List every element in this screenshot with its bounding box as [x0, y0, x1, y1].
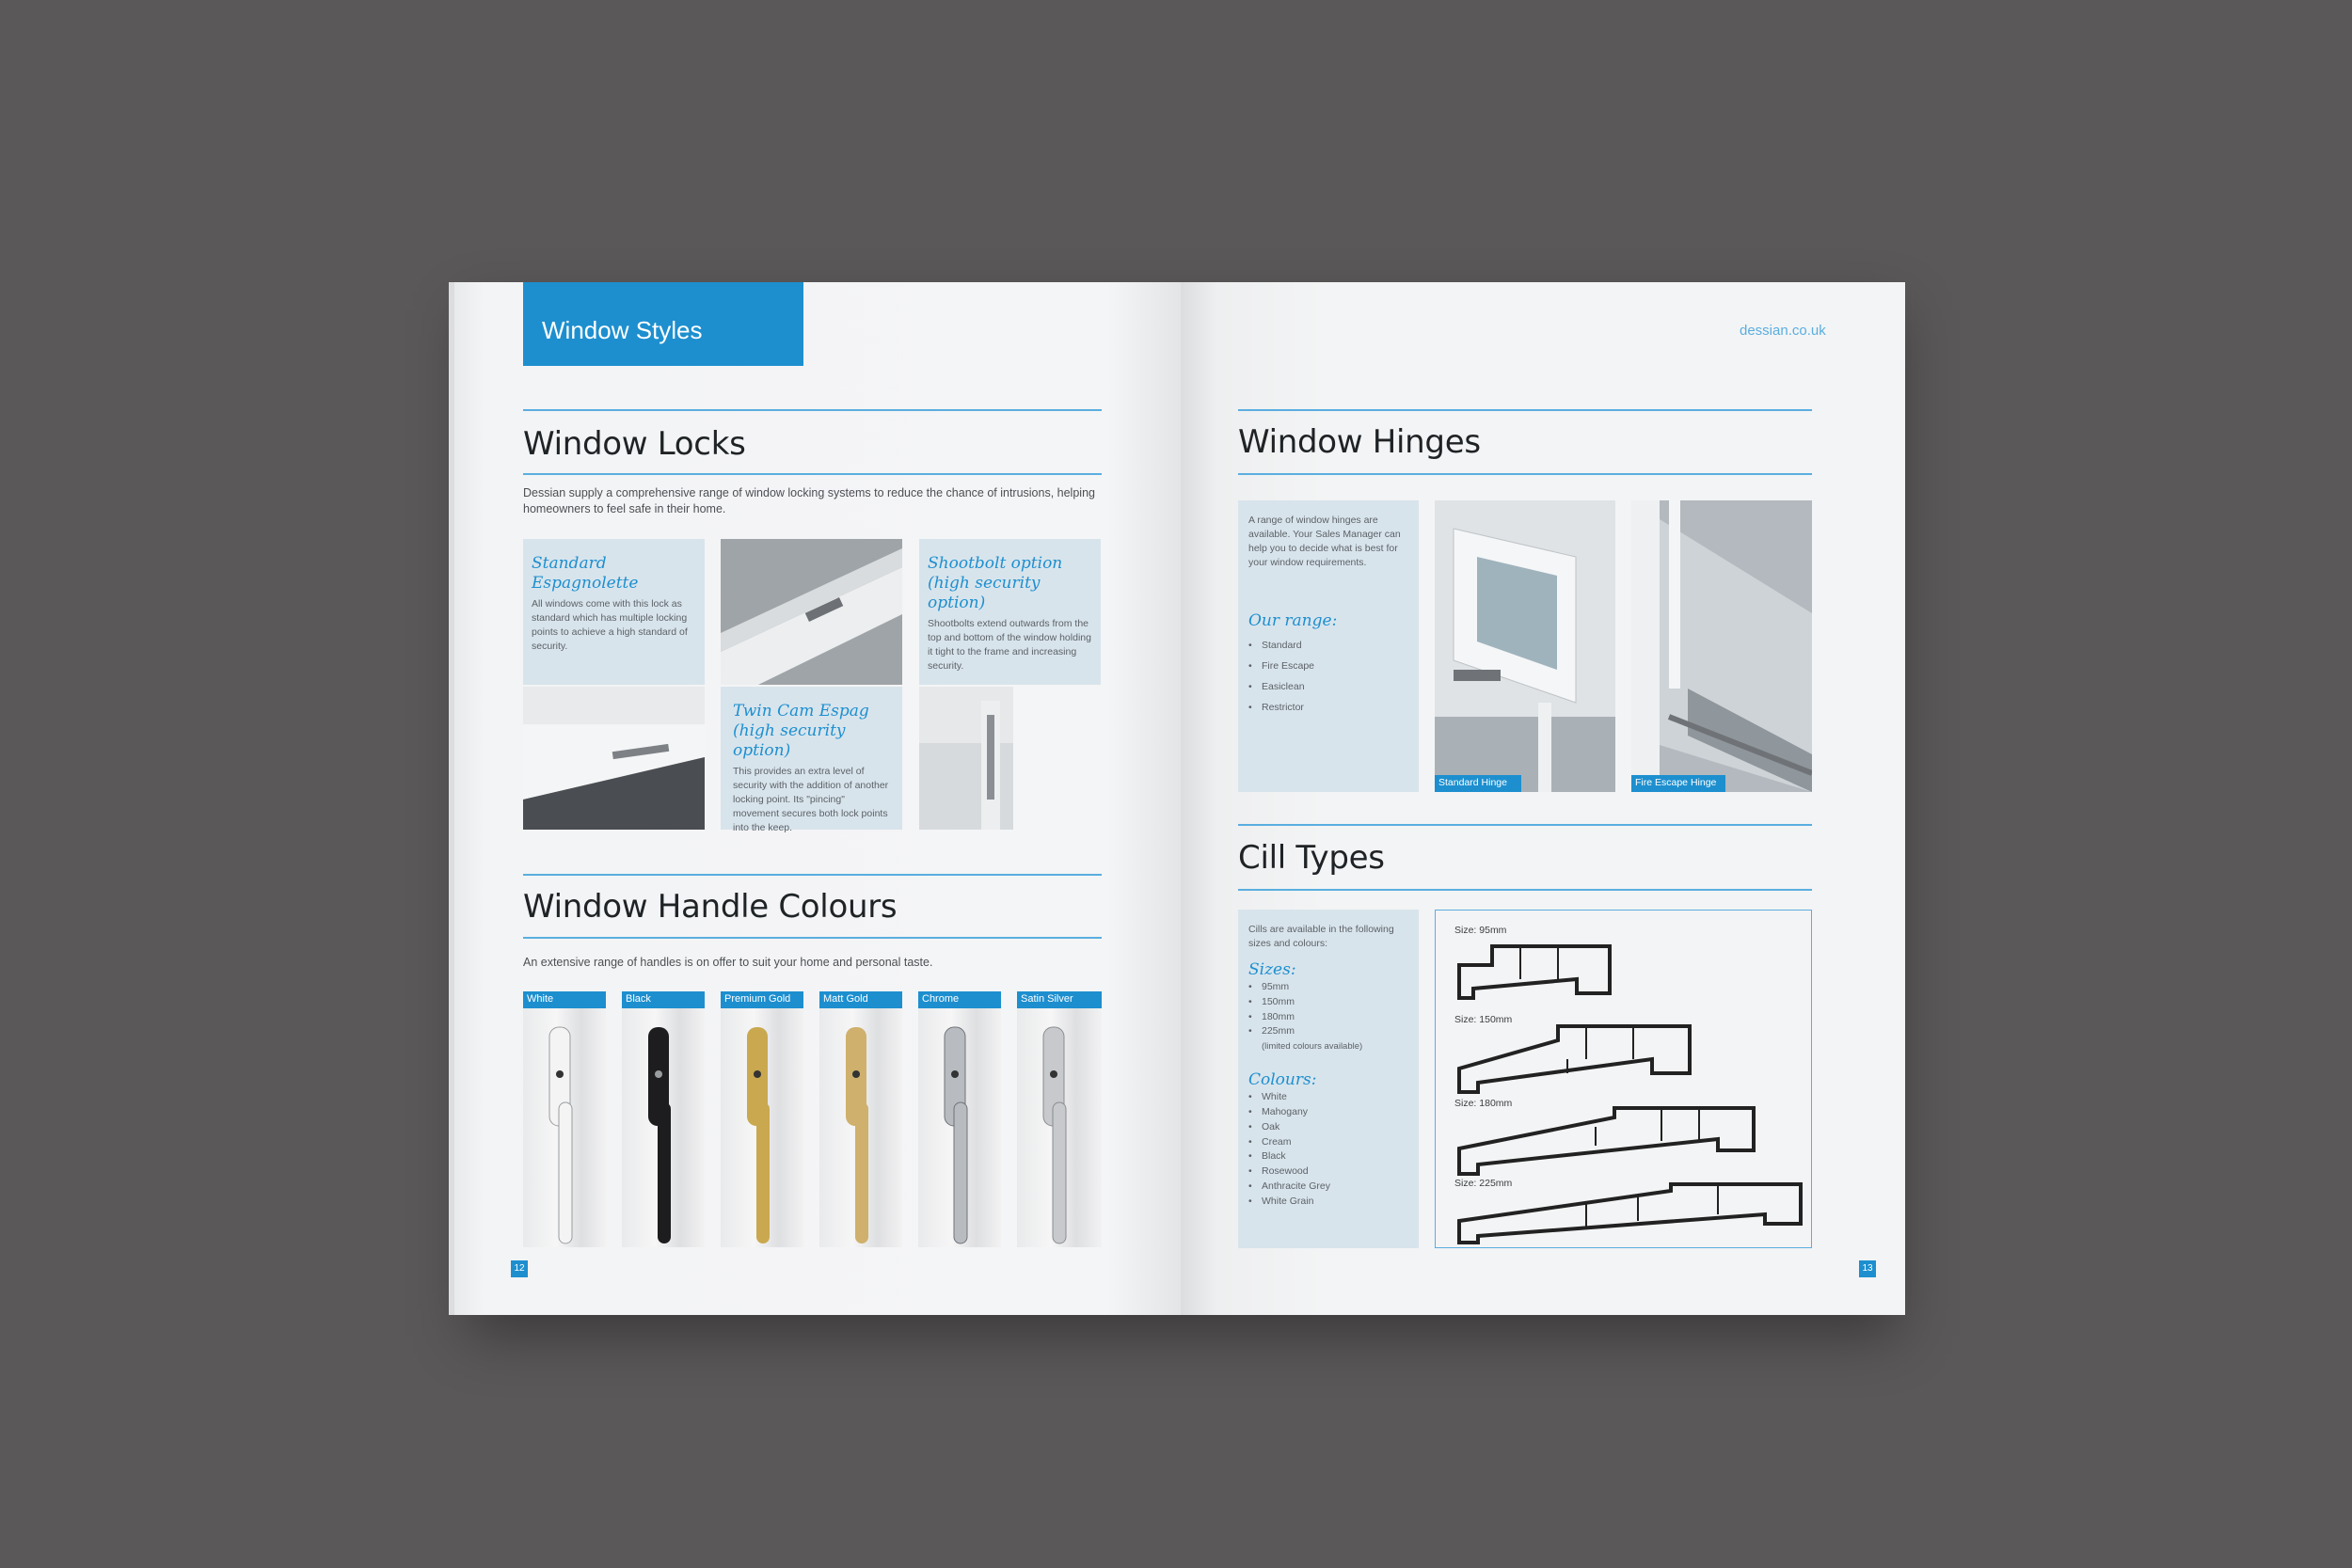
divider	[523, 937, 1102, 939]
handle-label: White	[523, 991, 606, 1008]
colours-list	[1248, 1090, 1408, 1209]
handle-photo	[819, 1008, 902, 1247]
handle-image	[819, 1008, 902, 1247]
cill-225-profile	[1454, 1181, 1807, 1247]
website-url: dessian.co.uk	[1740, 323, 1826, 339]
list-item: • Anthracite Grey	[1248, 1180, 1408, 1195]
window-hinges-heading: Window Hinges	[1238, 423, 1481, 461]
standard-espag-photo	[523, 687, 705, 830]
list-item: • Fire Escape	[1248, 656, 1408, 676]
list-item: • White	[1248, 1090, 1408, 1105]
right-page	[1181, 282, 1905, 1315]
espag-photo-image	[721, 539, 902, 685]
list-item: • 180mm	[1248, 1010, 1408, 1025]
list-item: • Cream	[1248, 1135, 1408, 1150]
handle-image	[622, 1008, 705, 1247]
standard-hinge-image	[1435, 500, 1615, 792]
profile-label: Size: 150mm	[1454, 1014, 1513, 1025]
handle-image	[523, 1008, 606, 1247]
cill-95-profile	[1454, 937, 1624, 1003]
list-item: • Rosewood	[1248, 1164, 1408, 1180]
left-page	[449, 282, 1181, 1315]
locks-intro: Dessian supply a comprehensive range of window locking systems to reduce the chance of intrusions, helping homeowners to feel safe in their home.	[523, 486, 1095, 515]
divider	[523, 409, 1102, 411]
standard-hinge-photo	[1435, 500, 1615, 792]
standard-espag-photo-image	[523, 687, 705, 830]
handle-label: Chrome	[918, 991, 1001, 1008]
handle-photo	[1017, 1008, 1102, 1247]
our-range-title: Our range:	[1248, 611, 1338, 630]
handle-label: Satin Silver	[1017, 991, 1102, 1008]
divider	[1238, 889, 1812, 891]
handle-item	[523, 991, 606, 1247]
handle-label: Matt Gold	[819, 991, 902, 1008]
standard-espag-panel	[523, 539, 705, 685]
list-item: • White Grain	[1248, 1195, 1408, 1210]
divider	[1238, 473, 1812, 475]
cills-intro: Cills are available in the following sizes and colours:	[1248, 924, 1394, 949]
list-item: • Easiclean	[1248, 676, 1408, 697]
profile-label: Size: 225mm	[1454, 1178, 1513, 1189]
profile-label: Size: 95mm	[1454, 925, 1507, 936]
shootbolt-photo-image	[919, 687, 1101, 830]
divider	[523, 473, 1102, 475]
fire-escape-hinge-image	[1631, 500, 1812, 792]
handle-item	[1017, 991, 1102, 1247]
hinges-intro: A range of window hinges are available. Your Sales Manager can help you to decide what is best for your window requirements.	[1248, 515, 1401, 568]
cills-panel	[1238, 910, 1419, 1248]
sizes-note: (limited colours available)	[1262, 1041, 1363, 1053]
divider	[1238, 409, 1812, 411]
cill-types-heading: Cill Types	[1238, 839, 1385, 877]
list-item: • Restrictor	[1248, 697, 1408, 718]
page-number-right: 13	[1859, 1260, 1876, 1277]
divider	[1238, 824, 1812, 826]
handle-item	[622, 991, 705, 1247]
page-number-left: 12	[511, 1260, 528, 1277]
brochure-spread	[449, 282, 1905, 1315]
fire-escape-hinge-label: Fire Escape Hinge	[1631, 775, 1725, 792]
standard-espag-text: All windows come with this lock as standard which has multiple locking points to achieve a high standard of security.	[532, 598, 688, 652]
handle-item	[819, 991, 902, 1247]
twin-cam-panel	[721, 687, 902, 833]
list-item: • Black	[1248, 1149, 1408, 1164]
shootbolt-text: Shootbolts extend outwards from the top and bottom of the window holding it tight to the frame and increasing security.	[928, 618, 1091, 672]
handle-item	[721, 991, 803, 1247]
standard-espag-title: Standard Espagnolette	[532, 554, 639, 593]
list-item: • 150mm	[1248, 995, 1408, 1010]
hinges-panel	[1238, 500, 1419, 792]
handle-label: Black	[622, 991, 705, 1008]
list-item: • 225mm	[1248, 1024, 1408, 1039]
cill-180-profile	[1454, 1103, 1765, 1179]
standard-hinge-label: Standard Hinge	[1435, 775, 1521, 792]
list-item: • Standard	[1248, 635, 1408, 656]
handle-item	[918, 991, 1001, 1247]
list-item: • 95mm	[1248, 980, 1408, 995]
cill-150-profile	[1454, 1022, 1699, 1097]
handle-image	[1017, 1008, 1102, 1247]
sizes-title: Sizes:	[1248, 960, 1296, 979]
shootbolt-photo	[919, 687, 1101, 830]
window-locks-heading: Window Locks	[523, 425, 746, 463]
shootbolt-title: Shootbolt option (high security option)	[928, 554, 1063, 612]
espag-photo	[721, 539, 902, 685]
hinge-range-list	[1248, 635, 1408, 718]
profile-label: Size: 180mm	[1454, 1098, 1513, 1109]
handle-image	[918, 1008, 1001, 1247]
twin-cam-text: This provides an extra level of security with the addition of another locking point. Its "pincing" movement secures both lock points into the keep.	[733, 766, 889, 833]
colours-title: Colours:	[1248, 1070, 1317, 1090]
fire-escape-hinge-photo	[1631, 500, 1812, 792]
handles-intro: An extensive range of handles is on offer to suit your home and personal taste.	[523, 956, 933, 969]
shootbolt-panel	[919, 539, 1101, 685]
handle-photo	[622, 1008, 705, 1247]
list-item: • Mahogany	[1248, 1105, 1408, 1120]
sizes-list	[1248, 980, 1408, 1039]
handle-row	[523, 991, 1102, 1247]
handle-photo	[721, 1008, 803, 1247]
handle-photo	[918, 1008, 1001, 1247]
cill-profiles-box	[1435, 910, 1812, 1248]
divider	[523, 874, 1102, 876]
twin-cam-title: Twin Cam Espag (high security option)	[733, 702, 869, 760]
handle-label: Premium Gold	[721, 991, 803, 1008]
handle-image	[721, 1008, 803, 1247]
handle-colours-heading: Window Handle Colours	[523, 888, 898, 926]
handle-photo	[523, 1008, 606, 1247]
section-tab: Window Styles	[523, 282, 803, 366]
list-item: • Oak	[1248, 1120, 1408, 1135]
